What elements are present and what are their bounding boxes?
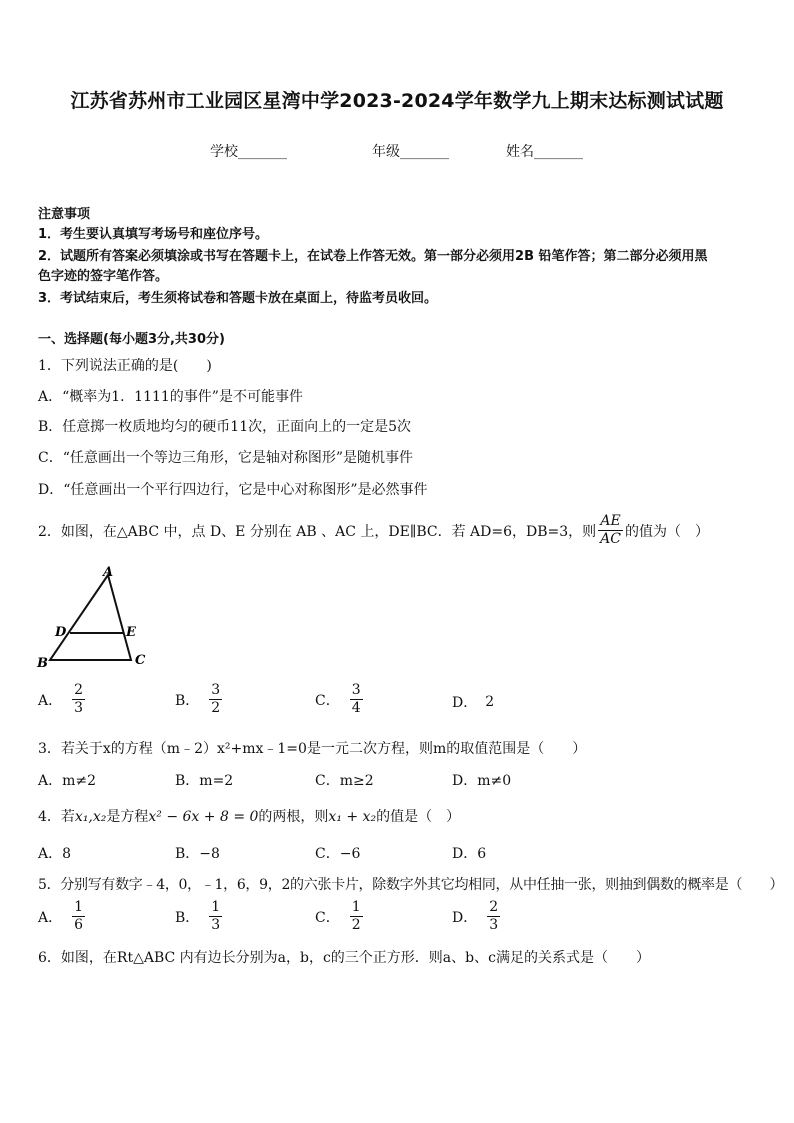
q1-option-a: A．“概率为1．1111的事件”是不可能事件 <box>38 389 303 405</box>
fraction-denominator: 2 <box>211 700 221 716</box>
q5-option-d-fraction <box>487 899 500 934</box>
q2-option-c-label: C． <box>315 692 340 709</box>
notes-heading: 注意事项 <box>38 207 91 222</box>
vertex-label-c: C <box>135 653 146 668</box>
q5-option-a-fraction <box>72 899 85 934</box>
q2-option-a <box>38 682 87 717</box>
q5-option-a <box>38 899 87 934</box>
fraction-denominator: 2 <box>351 917 361 933</box>
q5-stem: 5．分别写有数字﹣4，0，﹣1，6，9，2的六张卡片，除数字外其它均相同，从中任抽一张，则抽到偶数的概率是（ ） <box>38 877 784 893</box>
point-label-d: D <box>55 625 67 640</box>
q1-option-d: D．“任意画出一个平行四边行，它是中心对称图形”是必然事件 <box>38 482 428 498</box>
q6-stem: 6．如图，在Rt△ABC 内有边长分别为a，b，c的三个正方形．则a、b、c满足的关系式是（ ） <box>38 950 650 966</box>
q5-option-c <box>315 899 365 934</box>
fraction-denominator: 3 <box>489 917 499 933</box>
q3-option-c: C．m≥2 <box>315 773 374 789</box>
q4-stem-c: 的两根，则 <box>258 809 329 825</box>
q4-sum: x₁ + x₂ <box>328 809 377 825</box>
q4-equation: x² − 6x + 8 = 0 <box>148 809 259 825</box>
q2-option-a-fraction <box>72 682 85 717</box>
fraction-numerator: 3 <box>211 682 221 698</box>
note-2: 2．试题所有答案必须填涂或书写在答题卡上，在试卷上作答无效。第一部分必须用2B 铅笔作答；第二部分必须用黑 <box>38 249 708 264</box>
q2-triangle-figure <box>30 560 160 672</box>
q2-ratio-fraction <box>598 513 623 548</box>
q2-option-d <box>452 692 494 712</box>
name-field: 姓名_______ <box>506 144 583 160</box>
q1-option-c: C．“任意画出一个等边三角形，它是轴对称图形”是随机事件 <box>38 450 414 466</box>
q2-stem-tail: 的值为（ ） <box>624 523 709 540</box>
q4-option-a: A．8 <box>38 846 72 862</box>
q1-stem: 1．下列说法正确的是( ) <box>38 358 212 374</box>
vertex-label-a: A <box>103 565 114 580</box>
fraction-denominator: 4 <box>351 700 361 716</box>
q4-stem-a: 4．若 <box>38 809 75 825</box>
fraction-numerator: 1 <box>211 899 221 915</box>
q5-option-b-label: B． <box>175 909 200 926</box>
note-2-cont: 色字迹的签字笔作答。 <box>38 269 169 284</box>
q2-stem: 2．如图，在△ABC 中，点 D、E 分别在 AB 、AC 上，DE∥BC．若 AD=6，DB=3，则 <box>38 523 597 540</box>
q5-option-d-label: D． <box>452 909 478 926</box>
q5-option-a-label: A． <box>38 909 63 926</box>
q4-option-d: D．6 <box>452 846 487 862</box>
school-field: 学校_______ <box>210 144 287 160</box>
fraction-denominator: 3 <box>211 917 221 933</box>
q4-stem-d: 的值是（ ） <box>376 809 461 825</box>
grade-field: 年级_______ <box>372 144 449 160</box>
q5-option-c-fraction <box>350 899 363 934</box>
q3-option-b: B．m=2 <box>175 773 234 789</box>
q5-option-d <box>452 899 502 934</box>
exam-title: 江苏省苏州市工业园区星湾中学2023-2024学年数学九上期末达标测试试题 <box>70 90 724 112</box>
note-1: 1．考生要认真填写考场号和座位序号。 <box>38 227 269 242</box>
q2-option-b <box>175 682 224 717</box>
q2-ratio-denominator: AC <box>600 531 621 547</box>
q3-stem: 3．若关于x的方程（m﹣2）x²+mx﹣1=0是一元二次方程，则m的取值范围是（ ） <box>38 741 587 757</box>
q2-ratio-numerator: AE <box>600 513 621 529</box>
q4-stem-b: 是方程 <box>106 809 149 825</box>
fraction-numerator: 1 <box>74 899 84 915</box>
q3-option-a: A．m≠2 <box>38 773 97 789</box>
fraction-numerator: 2 <box>489 899 499 915</box>
q2-option-c-fraction <box>350 682 363 717</box>
fraction-numerator: 2 <box>74 682 84 698</box>
q3-option-d: D．m≠0 <box>452 773 512 789</box>
q4-option-c: C．−6 <box>315 846 361 862</box>
vertex-label-b: B <box>37 656 48 671</box>
q4-roots: x₁,x₂ <box>74 809 107 825</box>
triangle-abc <box>50 575 131 660</box>
section-heading: 一、选择题(每小题3分,共30分) <box>38 332 225 347</box>
q2-option-d-label: D． <box>452 695 478 711</box>
q1-option-b: B．任意掷一枚质地均匀的硬币11次，正面向上的一定是5次 <box>38 419 412 435</box>
q2-option-a-label: A． <box>38 692 63 709</box>
q5-option-b <box>175 899 224 934</box>
note-3: 3．考试结束后，考生须将试卷和答题卡放在桌面上，待监考员收回。 <box>38 291 438 306</box>
q4-stem <box>38 806 460 826</box>
q2-option-b-label: B． <box>175 692 200 709</box>
q2-option-c <box>315 682 365 717</box>
q5-option-b-fraction <box>209 899 222 934</box>
fraction-numerator: 3 <box>351 682 361 698</box>
fraction-denominator: 6 <box>74 917 84 933</box>
fraction-numerator: 1 <box>351 899 361 915</box>
q4-option-b: B．−8 <box>175 846 220 862</box>
q2-stem-line <box>38 513 709 548</box>
q2-option-b-fraction <box>209 682 222 717</box>
fraction-denominator: 3 <box>74 700 84 716</box>
q2-option-d-value: 2 <box>485 694 495 710</box>
point-label-e: E <box>126 625 136 640</box>
q5-option-c-label: C． <box>315 909 340 926</box>
